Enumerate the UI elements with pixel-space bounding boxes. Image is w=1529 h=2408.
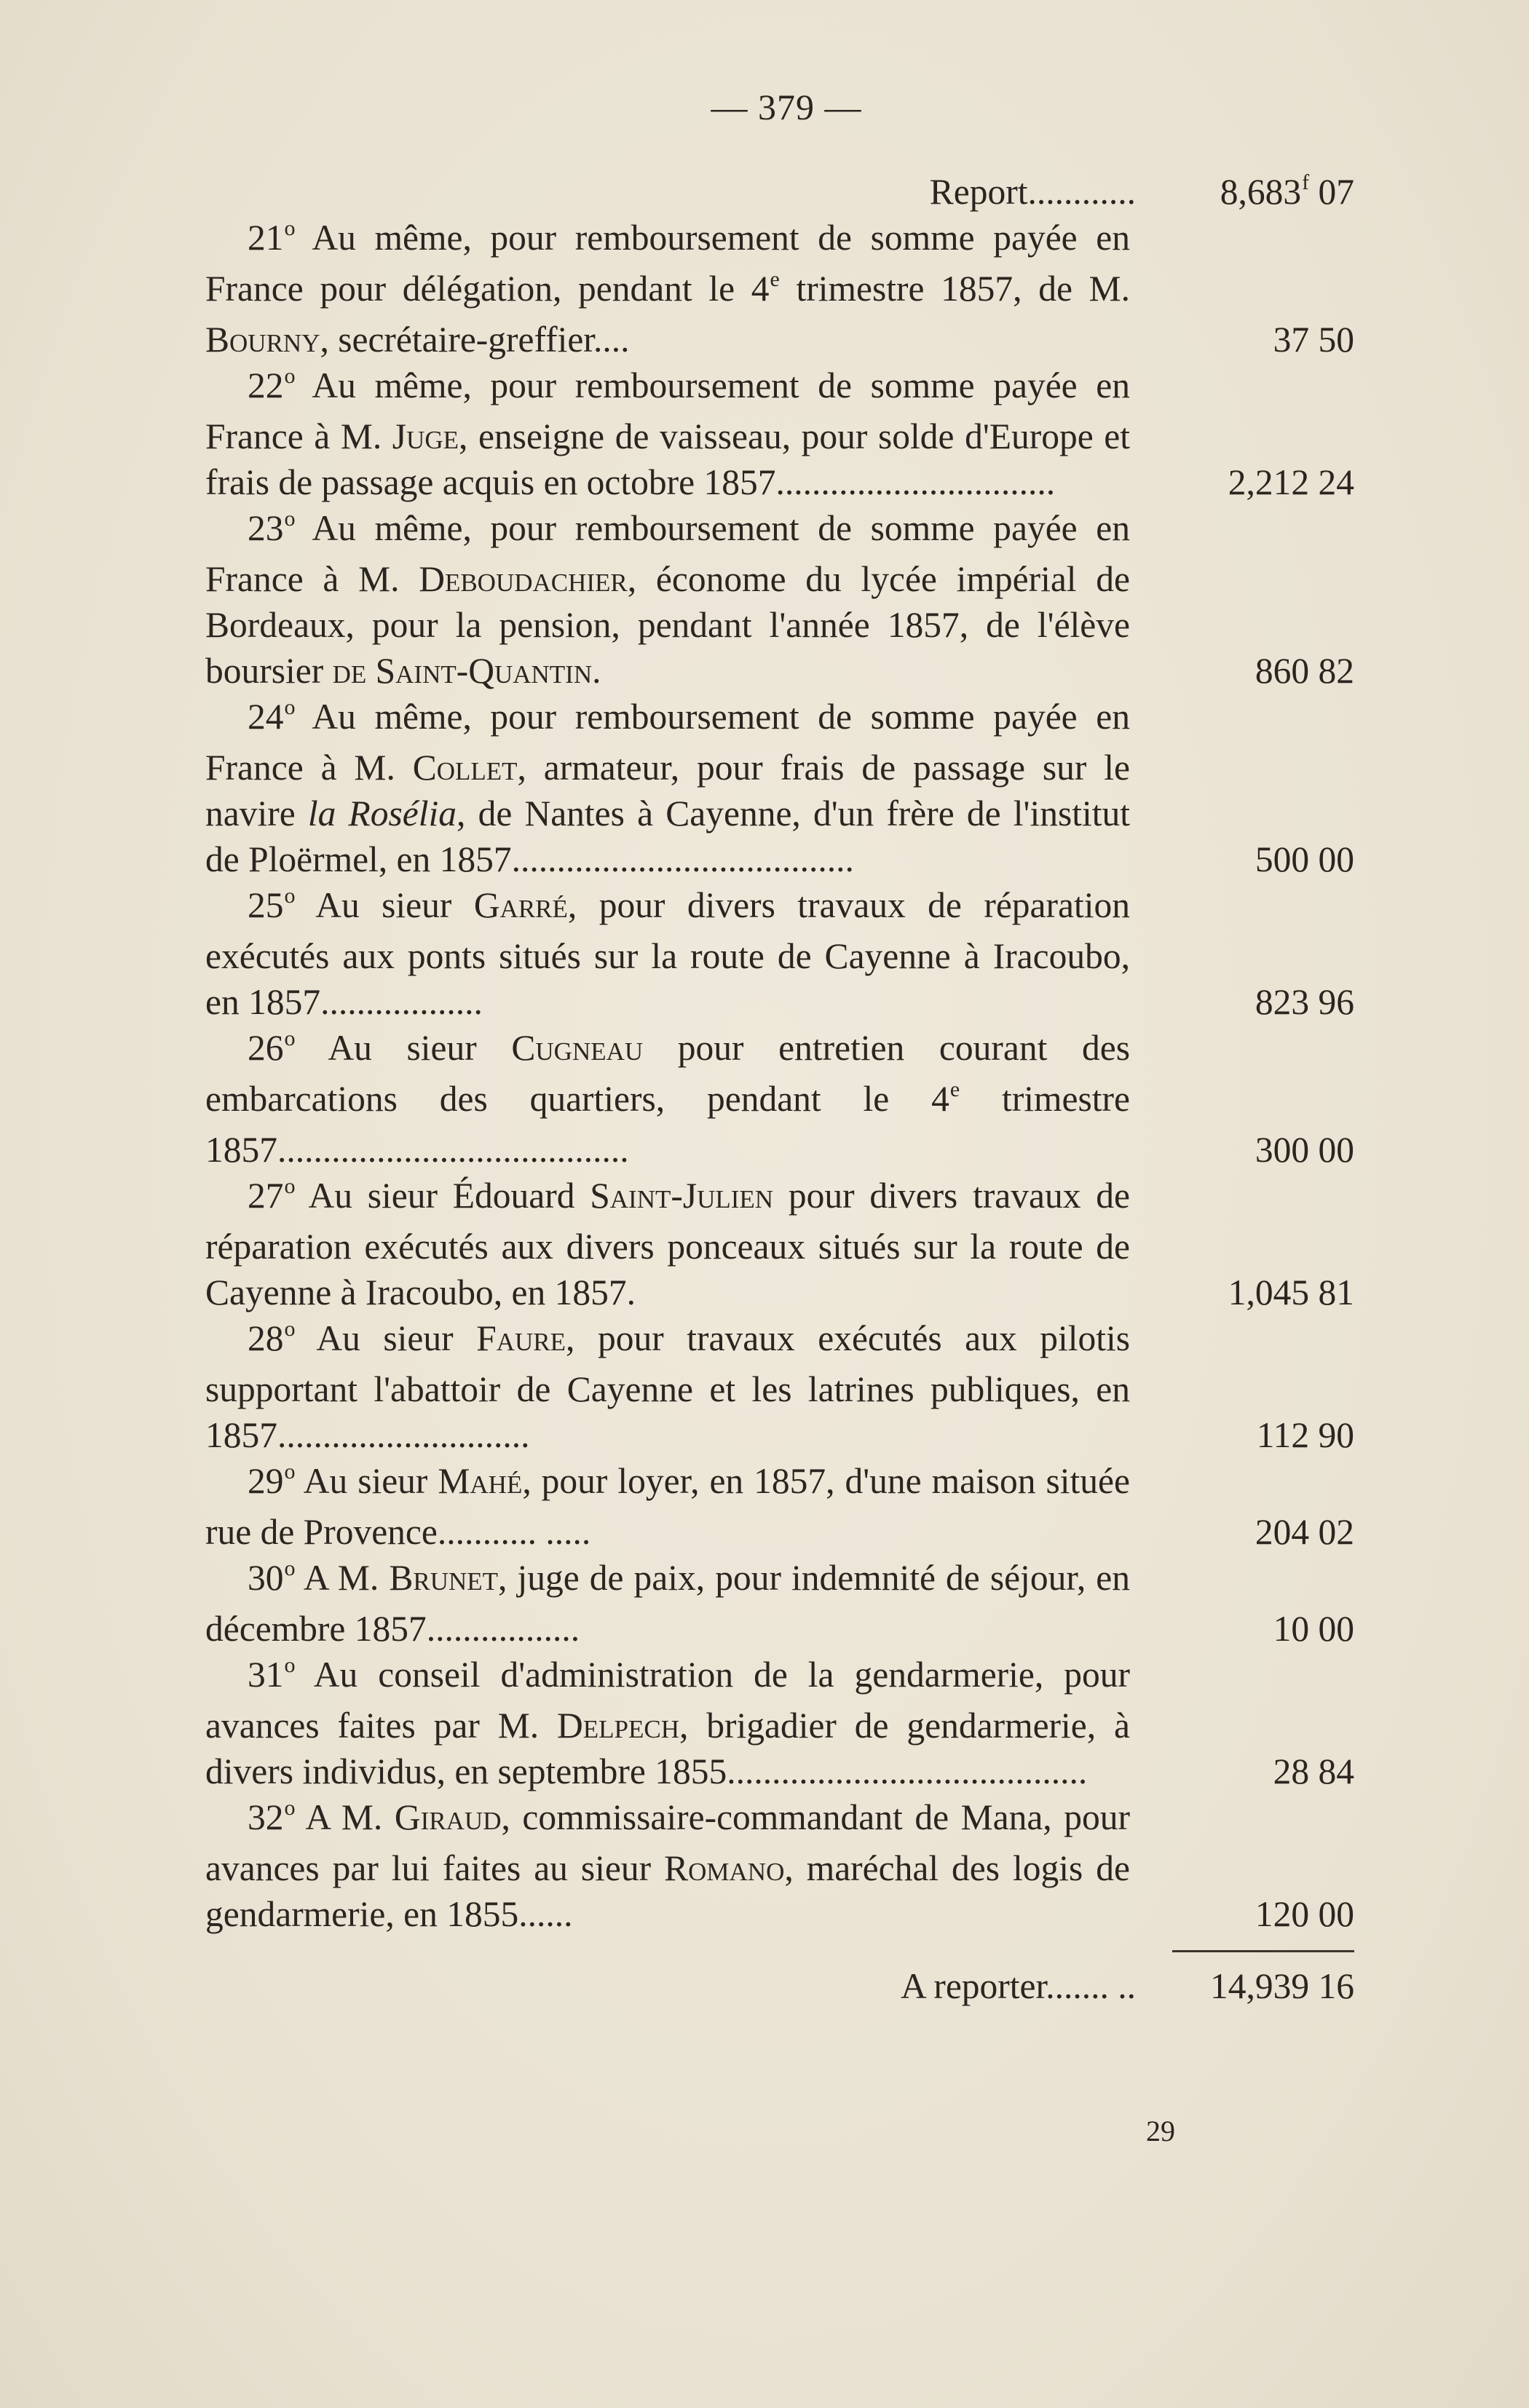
entry-text-part: Au même, pour remboursement de somme payée en France pour délégation, pendant le 4 bbox=[205, 218, 1130, 309]
entry-person-name: Garré bbox=[473, 885, 568, 925]
report-amount-value: 8,683 bbox=[1220, 172, 1302, 212]
ledger-entry-23 bbox=[205, 505, 1354, 694]
entry-number: 21 bbox=[248, 218, 284, 258]
entry-number: 31 bbox=[248, 1655, 284, 1695]
entry-ordinal: o bbox=[284, 1653, 296, 1677]
entry-text bbox=[205, 1794, 1130, 1937]
total-rule bbox=[1172, 1950, 1354, 1952]
entry-text bbox=[205, 363, 1130, 505]
entry-text-part: Au même, pour remboursement de somme payée en France à M. bbox=[205, 508, 1130, 599]
ledger-entry-31 bbox=[205, 1652, 1354, 1794]
report-amount-cents: 07 bbox=[1309, 172, 1354, 212]
entry-text bbox=[205, 505, 1130, 694]
entry-amount: 1,045 81 bbox=[1228, 1272, 1354, 1312]
entry-person-name: Giraud bbox=[394, 1797, 502, 1837]
ledger-entry-22 bbox=[205, 363, 1354, 505]
entry-amount: 860 82 bbox=[1255, 651, 1354, 691]
entry-ordinal: o bbox=[284, 1796, 296, 1820]
entry-text-part: , juge de paix, pour indemnité de séjour, en décembre 1857................. bbox=[205, 1558, 1130, 1649]
entry-text-part: Au sieur bbox=[295, 1461, 438, 1501]
entry-person-name: Brunet bbox=[389, 1558, 499, 1598]
entry-text-part: , brigadier de gendarmerie, à divers individus, en septembre 1855........................................ bbox=[205, 1706, 1130, 1791]
entry-number: 27 bbox=[248, 1176, 284, 1216]
entry-ordinal: o bbox=[284, 364, 296, 388]
ledger-entry-25 bbox=[205, 882, 1354, 1025]
entry-person-name: Cugneau bbox=[511, 1028, 644, 1068]
entry-text-part: , économe du lycée impérial de Bordeaux, pour la pension, pendant l'année 1857, de l'élève boursier bbox=[205, 559, 1130, 691]
entry-amount: 28 84 bbox=[1273, 1751, 1354, 1791]
entry-number: 23 bbox=[248, 508, 284, 548]
entry-text-part: Au conseil d'administration de la gendarmerie, pour avances faites par M. bbox=[205, 1655, 1130, 1746]
entry-text-part: Au sieur Édouard bbox=[295, 1176, 590, 1216]
entry-text-part: , maréchal des logis de gendarmerie, en 1855...... bbox=[205, 1848, 1130, 1934]
entry-person-name: Saint-Julien bbox=[590, 1176, 774, 1216]
entry-text-part: , pour loyer, en 1857, d'une maison située rue de Provence........... ..... bbox=[205, 1461, 1130, 1552]
ledger-entry-28 bbox=[205, 1315, 1354, 1458]
report-amount-sup: f bbox=[1302, 170, 1310, 194]
entry-amount: 823 96 bbox=[1255, 982, 1354, 1022]
entry-text-part: , pour travaux exécutés aux pilotis supportant l'abattoir de Cayenne et les latrines publiques, en 1857............................ bbox=[205, 1318, 1130, 1455]
carry-forward-line bbox=[205, 1963, 1354, 2009]
entry-number: 26 bbox=[248, 1028, 284, 1068]
entry-ordinal: o bbox=[284, 1174, 296, 1198]
entry-text-part: trimestre 1857, de M. bbox=[779, 269, 1130, 309]
entry-text-part: A M. bbox=[295, 1558, 390, 1598]
ledger-entry-26 bbox=[205, 1025, 1354, 1173]
entry-text-part: , enseigne de vaisseau, pour solde d'Europe et frais de passage acquis en octobre 1857............................... bbox=[205, 416, 1130, 502]
entry-text-part: trimestre 1857....................................... bbox=[205, 1079, 1130, 1170]
ledger-entry-29 bbox=[205, 1458, 1354, 1555]
entry-ordinal: e bbox=[949, 1077, 960, 1101]
entry-text bbox=[205, 1458, 1130, 1555]
entry-amount: 10 00 bbox=[1273, 1609, 1354, 1649]
entry-text-part: Au même, pour remboursement de somme payée en France à M. bbox=[205, 365, 1130, 456]
entry-person-name: de Saint-Quantin bbox=[332, 651, 593, 691]
ledger-content bbox=[205, 169, 1354, 2009]
report-amount bbox=[1220, 169, 1354, 220]
page-number: — 379 — bbox=[711, 87, 862, 127]
entry-person-name: Bourny bbox=[205, 320, 320, 360]
entry-amount: 300 00 bbox=[1255, 1130, 1354, 1170]
entry-ordinal: o bbox=[284, 507, 296, 531]
entry-text bbox=[205, 1555, 1130, 1652]
ledger-entry-32 bbox=[205, 1794, 1354, 1937]
carry-forward-label: A reporter....... .. bbox=[900, 1966, 1136, 2006]
ledger-entry-24 bbox=[205, 694, 1354, 882]
entry-ordinal: o bbox=[284, 1026, 296, 1050]
entry-person-name: Faure bbox=[476, 1318, 566, 1358]
entry-text-part: Au sieur bbox=[295, 885, 474, 925]
entry-amount: 112 90 bbox=[1256, 1415, 1354, 1455]
entry-amount: 500 00 bbox=[1255, 839, 1354, 879]
entry-ordinal: o bbox=[284, 1556, 296, 1580]
entry-number: 24 bbox=[248, 697, 284, 737]
entry-person-name: Delpech bbox=[557, 1706, 679, 1746]
ledger-entry-21 bbox=[205, 215, 1354, 363]
entry-text bbox=[205, 882, 1130, 1025]
entry-text-part: . bbox=[592, 651, 601, 691]
ledger-entry-30 bbox=[205, 1555, 1354, 1652]
entry-text-part: Au même, pour remboursement de somme payée en France à M. bbox=[205, 697, 1130, 788]
entry-ordinal: e bbox=[770, 267, 780, 291]
entry-person-name: Deboudachier bbox=[419, 559, 628, 599]
entry-text bbox=[205, 1173, 1130, 1315]
entry-ordinal: o bbox=[284, 1317, 296, 1341]
entry-amount: 37 50 bbox=[1273, 320, 1354, 360]
entry-person-name: Collet bbox=[412, 748, 518, 788]
entry-text bbox=[205, 1652, 1130, 1794]
entry-text bbox=[205, 1315, 1130, 1458]
report-label: Report............ bbox=[929, 172, 1136, 212]
entry-text-part: pour divers travaux de réparation exécutés aux divers ponceaux situés sur la route de Cayenne à Iracoubo, en 1857. bbox=[205, 1176, 1130, 1312]
entry-text-part: , commissaire-commandant de Mana, pour avances par lui faites au sieur bbox=[205, 1797, 1130, 1888]
carry-forward-amount: 14,939 16 bbox=[1210, 1966, 1354, 2006]
entry-ship-name: la Rosélia bbox=[307, 793, 457, 833]
entry-text-part: pour entretien courant des embarcations des quartiers, pendant le 4 bbox=[205, 1028, 1130, 1119]
total-rule-row bbox=[205, 1937, 1354, 1963]
entry-number: 30 bbox=[248, 1558, 284, 1598]
entry-text bbox=[205, 1025, 1130, 1173]
entry-number: 32 bbox=[248, 1797, 284, 1837]
entry-person-name: Mahé bbox=[438, 1461, 523, 1501]
entry-text-part: , pour divers travaux de réparation exécutés aux ponts situés sur la route de Cayenne à Iracoubo, en 1857.................. bbox=[205, 885, 1130, 1022]
ledger-entry-27 bbox=[205, 1173, 1354, 1315]
entry-text-part: , secrétaire-greffier.... bbox=[320, 320, 630, 360]
entry-amount: 120 00 bbox=[1255, 1894, 1354, 1934]
entry-text-part: Au sieur bbox=[295, 1318, 477, 1358]
entry-ordinal: o bbox=[284, 884, 296, 908]
entry-person-name: Juge bbox=[392, 416, 459, 456]
entry-number: 28 bbox=[248, 1318, 284, 1358]
entry-amount: 204 02 bbox=[1255, 1512, 1354, 1552]
entry-ordinal: o bbox=[284, 1460, 296, 1484]
entry-number: 22 bbox=[248, 365, 284, 405]
entry-number: 29 bbox=[248, 1461, 284, 1501]
entry-ordinal: o bbox=[284, 695, 296, 719]
entry-text-part: , armateur, pour frais de passage sur le navire bbox=[205, 748, 1130, 833]
signature-mark: 29 bbox=[1146, 2115, 1175, 2147]
entry-text-part: , de Nantes à Cayenne, d'un frère de l'institut de Ploërmel, en 1857...................................... bbox=[205, 793, 1130, 879]
entry-text-part: Au sieur bbox=[295, 1028, 512, 1068]
entry-person-name: Romano bbox=[664, 1848, 785, 1888]
entry-text bbox=[205, 694, 1130, 882]
entry-amount: 2,212 24 bbox=[1228, 462, 1354, 502]
entry-number: 25 bbox=[248, 885, 284, 925]
entry-text-part: A M. bbox=[295, 1797, 395, 1837]
entry-text bbox=[205, 215, 1130, 363]
entry-ordinal: o bbox=[284, 216, 296, 240]
report-line bbox=[205, 169, 1354, 215]
